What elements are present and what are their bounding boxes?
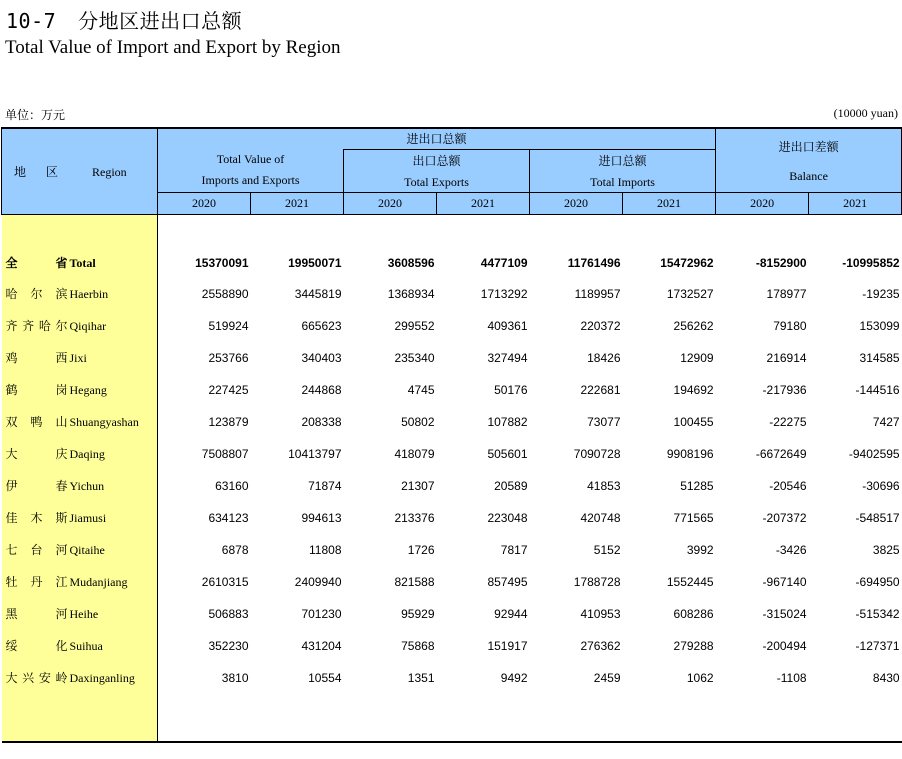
table-title-en: Total Value of Import and Export by Region <box>5 37 341 58</box>
region-name-en: Suihua <box>69 639 103 653</box>
value-cell: 634123 <box>208 510 249 525</box>
region-name-cn: 绥 化 <box>5 639 68 653</box>
value-cell: 1062 <box>686 670 714 685</box>
value-cell: 213376 <box>394 510 435 525</box>
region-cell <box>2 566 158 598</box>
empty-cell <box>158 694 902 742</box>
value-cell: -9402595 <box>848 446 900 461</box>
value-cell: 223048 <box>487 510 528 525</box>
table-row <box>2 566 902 598</box>
region-cell <box>2 406 158 438</box>
balance-header <box>716 128 902 192</box>
value-cell: 9492 <box>500 670 528 685</box>
region-name-cn: 大 庆 <box>5 447 68 461</box>
table-row <box>2 534 902 566</box>
title-text-cn: 分地区进出口总额 <box>78 9 243 33</box>
value-cell: 701230 <box>301 606 342 621</box>
value-cell: 1189957 <box>574 286 621 301</box>
value-cell: 519924 <box>208 318 249 333</box>
value-cell: 431204 <box>301 638 342 653</box>
value-cell: 821588 <box>394 574 435 589</box>
value-cell: 1788728 <box>573 574 621 589</box>
table-row <box>2 438 902 470</box>
value-cell: 5152 <box>593 542 621 557</box>
table-end-spacer <box>2 694 902 742</box>
value-cell: -548517 <box>855 510 900 525</box>
year-header: 2021 <box>437 192 530 214</box>
region-name-cn: 哈尔滨 <box>5 287 68 301</box>
table-body <box>2 214 902 742</box>
value-cell: 51285 <box>680 478 714 493</box>
value-cell: -30696 <box>862 478 900 493</box>
year-header: 2020 <box>530 192 623 214</box>
value-cell: 608286 <box>673 606 714 621</box>
value-cell: 216914 <box>766 350 807 365</box>
region-cell <box>2 662 158 694</box>
exports-header <box>344 149 530 192</box>
region-name-cn: 佳木斯 <box>5 511 68 525</box>
exports-header-cn: 出口总额 <box>412 153 461 168</box>
region-trade-table <box>1 127 902 743</box>
value-cell: 63160 <box>215 478 249 493</box>
value-cell: 7090728 <box>573 446 621 461</box>
table-row <box>2 278 902 310</box>
region-cell <box>2 630 158 662</box>
value-cell: 857495 <box>487 574 528 589</box>
year-header: 2020 <box>716 192 809 214</box>
value-cell: 153099 <box>859 318 900 333</box>
total-value-header <box>158 128 716 149</box>
balance-header-cn: 进出口差额 <box>778 140 839 155</box>
value-cell: 1732527 <box>666 286 714 301</box>
value-cell: 10554 <box>308 670 342 685</box>
table-row <box>2 310 902 342</box>
value-cell: 50176 <box>494 382 528 397</box>
region-cell <box>2 438 158 470</box>
value-cell: 3992 <box>686 542 714 557</box>
value-cell: 244868 <box>301 382 342 397</box>
value-cell: -694950 <box>855 574 900 589</box>
value-cell: 20589 <box>494 478 528 493</box>
total-row <box>2 248 902 278</box>
region-cell <box>2 502 158 534</box>
region-name-cn: 全 省 <box>5 256 68 270</box>
region-name-cn: 双鸭山 <box>5 415 68 429</box>
table-row <box>2 374 902 406</box>
value-cell: -8152900 <box>755 255 807 270</box>
value-cell: 15472962 <box>660 255 714 270</box>
region-name-en: Daqing <box>69 447 105 461</box>
total-value-subheader <box>158 149 344 192</box>
value-cell: -515342 <box>855 606 900 621</box>
table-row <box>2 630 902 662</box>
table-title-cn <box>6 5 242 34</box>
region-cell <box>2 248 158 278</box>
value-cell: 15370091 <box>195 255 249 270</box>
value-cell: 19950071 <box>288 255 342 270</box>
value-cell: -200494 <box>762 638 807 653</box>
region-cell <box>2 598 158 630</box>
region-column-header <box>2 128 158 214</box>
value-cell: 505601 <box>487 446 528 461</box>
value-cell: 222681 <box>580 382 621 397</box>
value-cell: -1108 <box>776 670 807 685</box>
value-cell: 220372 <box>580 318 621 333</box>
value-cell: 3810 <box>221 670 249 685</box>
region-cell <box>2 278 158 310</box>
value-cell: 11808 <box>309 542 342 557</box>
value-cell: 21307 <box>401 478 435 493</box>
value-cell: 11761496 <box>567 255 621 270</box>
value-cell: -20546 <box>769 478 807 493</box>
value-cell: 79180 <box>773 318 807 333</box>
unit-label-cn: 单位：万元 <box>5 108 66 122</box>
region-name-en: Mudanjiang <box>69 575 128 589</box>
value-cell: 8430 <box>872 670 900 685</box>
value-cell: 276362 <box>580 638 621 653</box>
value-cell: 3608596 <box>387 255 435 270</box>
region-name-cn: 鸡 西 <box>5 351 68 365</box>
value-cell: 73077 <box>587 414 621 429</box>
value-cell: 4477109 <box>480 255 528 270</box>
value-cell: 151917 <box>487 638 528 653</box>
value-cell: -10995852 <box>842 255 900 270</box>
region-name-cn: 鹤 岗 <box>5 383 68 397</box>
value-cell: 994613 <box>301 510 342 525</box>
value-cell: 227425 <box>208 382 249 397</box>
region-name-en: Haerbin <box>69 287 109 301</box>
value-cell: 253766 <box>208 350 249 365</box>
region-cell <box>2 310 158 342</box>
region-name-en: Jiamusi <box>69 511 107 525</box>
value-cell: 2610315 <box>201 574 249 589</box>
value-cell: -22275 <box>769 414 807 429</box>
region-name-en: Hegang <box>69 383 107 397</box>
value-cell: 6878 <box>221 542 249 557</box>
value-cell: 71874 <box>308 478 342 493</box>
region-name-cn: 牡丹江 <box>5 575 68 589</box>
total-header-en-2: Imports and Exports <box>201 173 300 188</box>
year-header: 2021 <box>623 192 716 214</box>
region-cell <box>2 694 158 742</box>
value-cell: -6672649 <box>755 446 807 461</box>
value-cell: 279288 <box>673 638 714 653</box>
value-cell: -967140 <box>762 574 807 589</box>
value-cell: -19235 <box>862 286 900 301</box>
total-header-cn: 进出口总额 <box>406 132 467 147</box>
region-name-cn: 大兴安岭 <box>5 671 68 685</box>
value-cell: 256262 <box>673 318 714 333</box>
value-cell: 50802 <box>401 414 435 429</box>
imports-header-en: Total Imports <box>590 174 655 189</box>
value-cell: 409361 <box>487 318 528 333</box>
value-cell: 327494 <box>487 350 528 365</box>
value-cell: 665623 <box>301 318 342 333</box>
value-cell: 7427 <box>872 414 900 429</box>
value-cell: 18426 <box>587 350 621 365</box>
year-header: 2020 <box>158 192 251 214</box>
value-cell: 100455 <box>673 414 714 429</box>
region-name-en: Jixi <box>69 351 87 365</box>
value-cell: 410953 <box>580 606 621 621</box>
value-cell: 10413797 <box>288 446 342 461</box>
region-header-cn: 地 区 <box>14 164 66 179</box>
region-name-en: Daxinganling <box>69 671 135 685</box>
table-header <box>2 128 902 214</box>
table-row <box>2 502 902 534</box>
value-cell: 12909 <box>680 350 714 365</box>
value-cell: 194692 <box>673 382 714 397</box>
region-name-cn: 黑 河 <box>5 607 68 621</box>
value-cell: 123879 <box>208 414 249 429</box>
value-cell: 9908196 <box>666 446 714 461</box>
value-cell: 420748 <box>580 510 621 525</box>
value-cell: 1726 <box>407 542 435 557</box>
value-cell: 1368934 <box>387 286 435 301</box>
table-row <box>2 406 902 438</box>
value-cell: 7817 <box>500 542 528 557</box>
value-cell: 1351 <box>407 670 435 685</box>
value-cell: 2459 <box>593 670 621 685</box>
year-header: 2021 <box>251 192 344 214</box>
value-cell: -144516 <box>855 382 900 397</box>
exports-header-en: Total Exports <box>404 174 469 189</box>
value-cell: -315024 <box>762 606 807 621</box>
region-name-cn: 七台河 <box>5 543 68 557</box>
table-row <box>2 342 902 374</box>
imports-header-cn: 进口总额 <box>598 153 647 168</box>
value-cell: -3426 <box>775 542 807 557</box>
region-name-en: Qiqihar <box>69 319 107 333</box>
value-cell: 2409940 <box>294 574 342 589</box>
region-name-en: Heihe <box>69 607 99 621</box>
value-cell: 107882 <box>487 414 528 429</box>
value-cell: 7508807 <box>201 446 249 461</box>
value-cell: 314585 <box>859 350 900 365</box>
value-cell: 299552 <box>394 318 435 333</box>
value-cell: 1552445 <box>666 574 714 589</box>
region-name-en: Yichun <box>69 479 105 493</box>
value-cell: 3445819 <box>294 286 342 301</box>
region-header-en: Region <box>92 164 127 179</box>
value-cell: 2558890 <box>201 286 249 301</box>
value-cell: 235340 <box>394 350 435 365</box>
region-cell <box>2 534 158 566</box>
region-name-en: Qitaihe <box>69 543 105 557</box>
region-cell <box>2 374 158 406</box>
value-cell: 352230 <box>208 638 249 653</box>
value-cell: 340403 <box>301 350 342 365</box>
value-cell: 178977 <box>766 286 807 301</box>
region-name-en: Shuangyashan <box>69 415 139 429</box>
table-row <box>2 662 902 694</box>
table-row <box>2 470 902 502</box>
value-cell: -217936 <box>762 382 807 397</box>
unit-label-en: (10000 yuan) <box>833 106 898 120</box>
year-header: 2020 <box>344 192 437 214</box>
region-name-cn: 齐齐哈尔 <box>5 319 68 333</box>
value-cell: 75868 <box>401 638 435 653</box>
value-cell: 1713292 <box>480 286 528 301</box>
total-header-en-1: Total Value of <box>216 152 285 167</box>
value-cell: 41853 <box>587 478 621 493</box>
value-cell: -127371 <box>855 638 900 653</box>
imports-header <box>530 149 716 192</box>
value-cell: 208338 <box>301 414 342 429</box>
value-cell: 506883 <box>208 606 249 621</box>
region-cell <box>2 342 158 374</box>
value-cell: 4745 <box>407 382 435 397</box>
region-name-en: Total <box>69 256 96 270</box>
value-cell: 95929 <box>401 606 435 621</box>
value-cell: -207372 <box>762 510 807 525</box>
table-number: 10-7 <box>6 9 57 33</box>
year-header: 2021 <box>809 192 902 214</box>
region-name-cn: 伊 春 <box>5 479 68 493</box>
value-cell: 771565 <box>673 510 714 525</box>
table-row <box>2 598 902 630</box>
value-cell: 3825 <box>872 542 900 557</box>
value-cell: 418079 <box>394 446 435 461</box>
value-cell: 92944 <box>494 606 528 621</box>
balance-header-en: Balance <box>789 169 828 184</box>
region-cell <box>2 470 158 502</box>
